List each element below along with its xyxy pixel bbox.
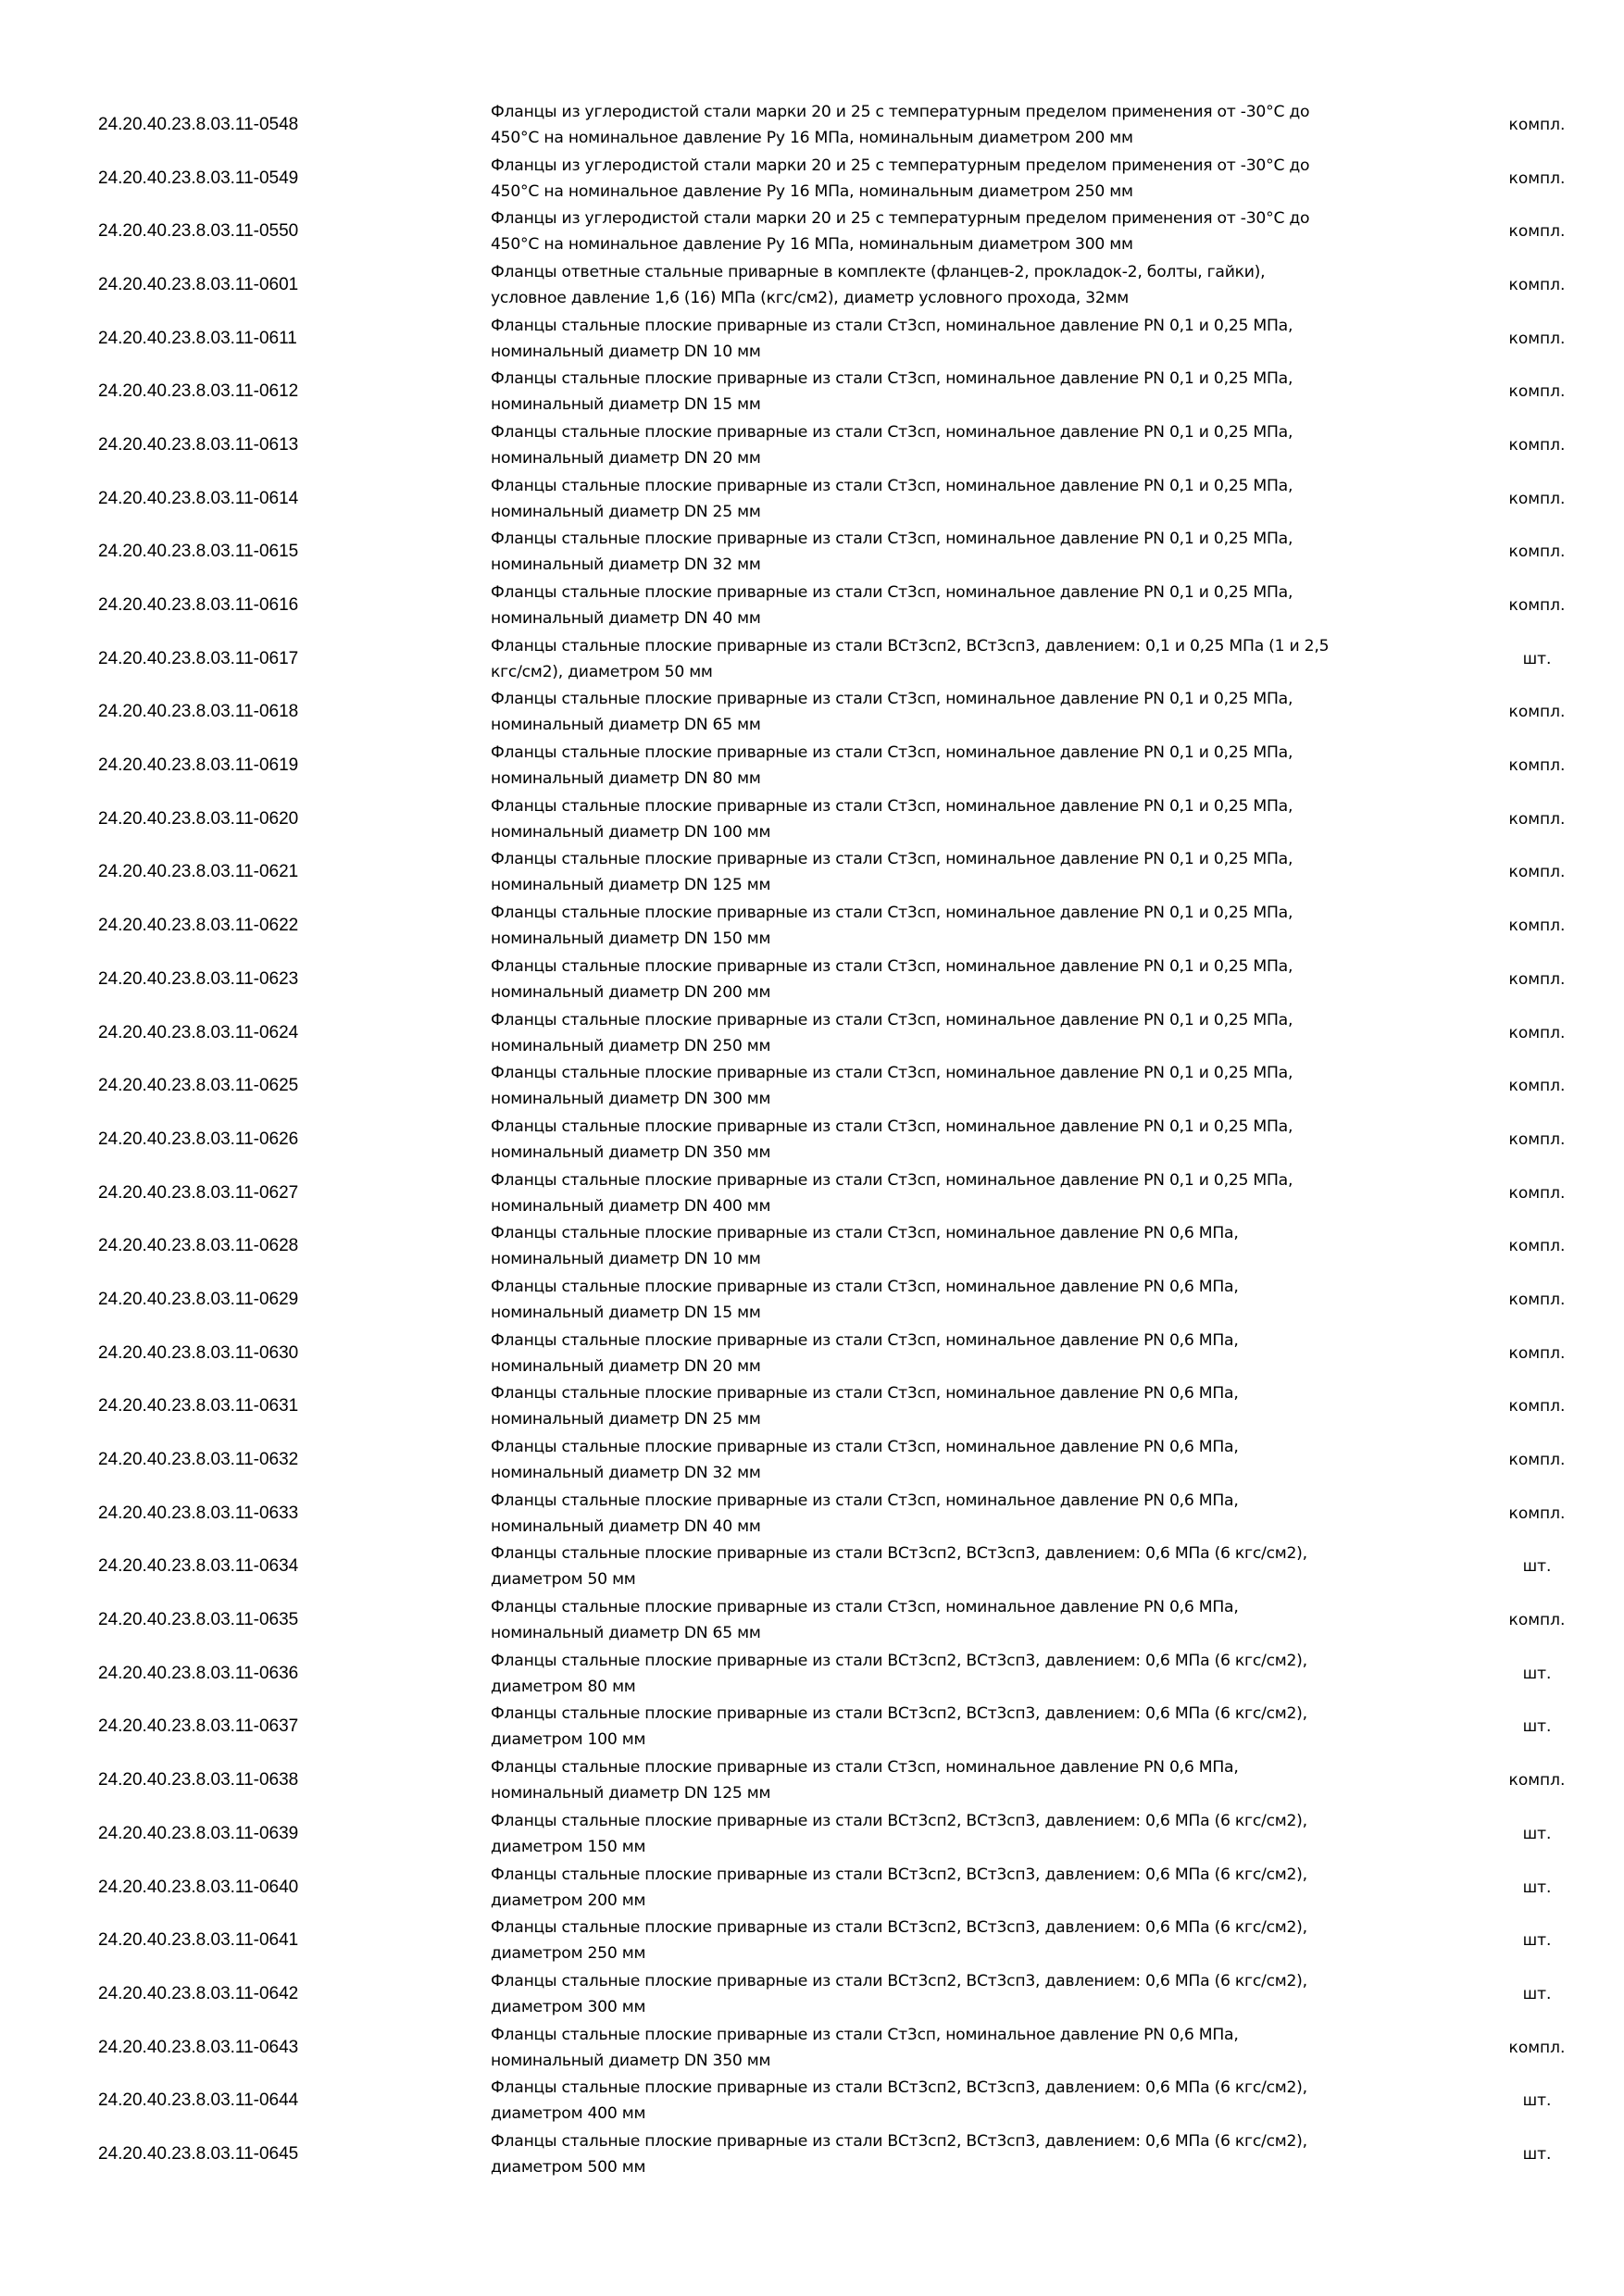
item-unit: шт. <box>1522 2144 1552 2164</box>
item-unit: шт. <box>1522 1557 1552 1577</box>
table-row <box>0 526 1624 580</box>
description-line-2: номинальный диаметр DN 350 мм <box>491 2051 771 2070</box>
description-line-1: Фланцы стальные плоские приварные из стали Ст3сп, номинальное давление PN 0,1 и 0,25 МПа, <box>491 316 1293 335</box>
item-code: 24.20.40.23.8.03.11-0640 <box>98 1877 299 1897</box>
description-line-2: номинальный диаметр DN 125 мм <box>491 876 771 895</box>
item-code: 24.20.40.23.8.03.11-0628 <box>98 1236 299 1256</box>
item-unit: компл. <box>1508 1129 1566 1149</box>
description-line-2: 450°С на номинальное давление Ру 16 МПа, номинальным диаметром 300 мм <box>491 235 1133 255</box>
item-description <box>491 365 1444 418</box>
description-line-1: Фланцы из углеродистой стали марки 20 и 25 с температурным пределом применения от -30°С до <box>491 209 1310 229</box>
item-unit: компл. <box>1508 703 1566 722</box>
item-unit: компл. <box>1508 168 1566 188</box>
item-code: 24.20.40.23.8.03.11-0612 <box>98 381 299 402</box>
item-description <box>491 1914 1444 1967</box>
description-line-1: Фланцы стальные плоские приварные из стали ВСт3сп2, ВСт3сп3, давлением: 0,6 МПа (6 кгс/см2), <box>491 1544 1307 1564</box>
description-line-2: номинальный диаметр DN 32 мм <box>491 555 761 575</box>
item-code: 24.20.40.23.8.03.11-0645 <box>98 2143 299 2164</box>
item-code: 24.20.40.23.8.03.11-0618 <box>98 702 299 722</box>
description-line-1: Фланцы стальные плоские приварные из стали Ст3сп, номинальное давление PN 0,6 МПа, <box>491 1758 1239 1778</box>
item-unit: шт. <box>1522 1717 1552 1737</box>
item-description <box>491 686 1444 740</box>
table-row <box>0 953 1624 1006</box>
table-row <box>0 1006 1624 1060</box>
item-description <box>491 1647 1444 1701</box>
item-code: 24.20.40.23.8.03.11-0613 <box>98 434 299 455</box>
table-row <box>0 1914 1624 1967</box>
item-description <box>491 1861 1444 1915</box>
description-line-2: диаметром 400 мм <box>491 2104 646 2124</box>
description-line-1: Фланцы стальные плоские приварные из стали Ст3сп, номинальное давление PN 0,1 и 0,25 МПа, <box>491 956 1293 976</box>
description-line-2: номинальный диаметр DN 40 мм <box>491 609 761 629</box>
table-row <box>0 258 1624 312</box>
item-description <box>491 792 1444 846</box>
item-description <box>491 472 1444 526</box>
item-unit: компл. <box>1508 863 1566 882</box>
description-line-1: Фланцы ответные стальные приварные в комплекте (фланцев-2, прокладок-2, болты, гайки), <box>491 262 1266 281</box>
table-row <box>0 686 1624 740</box>
description-line-2: номинальный диаметр DN 65 мм <box>491 716 761 735</box>
description-line-2: диаметром 200 мм <box>491 1890 646 1910</box>
item-description <box>491 1967 1444 2021</box>
table-row <box>0 1967 1624 2021</box>
description-line-1: Фланцы стальные плоские приварные из стали Ст3сп, номинальное давление PN 0,1 и 0,25 МПа, <box>491 796 1293 816</box>
description-line-1: Фланцы стальные плоские приварные из стали Ст3сп, номинальное давление PN 0,6 МПа, <box>491 1224 1239 1243</box>
item-unit: компл. <box>1508 329 1566 348</box>
description-line-2: условное давление 1,6 (16) МПа (кгс/см2), диаметр условного прохода, 32мм <box>491 288 1129 307</box>
description-line-2: номинальный диаметр DN 300 мм <box>491 1090 771 1109</box>
item-unit: компл. <box>1508 1237 1566 1256</box>
description-line-2: диаметром 300 мм <box>491 1997 646 2016</box>
item-description <box>491 2128 1444 2181</box>
description-line-1: Фланцы стальные плоские приварные из стали Ст3сп, номинальное давление PN 0,1 и 0,25 МПа, <box>491 422 1293 442</box>
item-code: 24.20.40.23.8.03.11-0632 <box>98 1450 299 1470</box>
description-line-1: Фланцы стальные плоские приварные из стали Ст3сп, номинальное давление PN 0,6 МПа, <box>491 1384 1239 1404</box>
item-description <box>491 899 1444 953</box>
description-line-2: номинальный диаметр DN 15 мм <box>491 395 761 415</box>
description-line-2: номинальный диаметр DN 25 мм <box>491 1410 761 1429</box>
item-unit: компл. <box>1508 222 1566 242</box>
item-code: 24.20.40.23.8.03.11-0641 <box>98 1930 299 1951</box>
item-code: 24.20.40.23.8.03.11-0639 <box>98 1823 299 1843</box>
table-row <box>0 579 1624 632</box>
table-row <box>0 1807 1624 1861</box>
description-line-2: 450°С на номинальное давление Ру 16 МПа, номинальным диаметром 250 мм <box>491 181 1133 201</box>
item-code: 24.20.40.23.8.03.11-0636 <box>98 1663 299 1683</box>
item-code: 24.20.40.23.8.03.11-0550 <box>98 221 299 242</box>
table-row <box>0 632 1624 686</box>
item-description <box>491 98 1444 152</box>
item-code: 24.20.40.23.8.03.11-0624 <box>98 1022 299 1042</box>
description-line-1: Фланцы стальные плоские приварные из стали Ст3сп, номинальное давление PN 0,1 и 0,25 МПа, <box>491 690 1293 709</box>
item-unit: компл. <box>1508 1077 1566 1096</box>
item-unit: компл. <box>1508 1397 1566 1416</box>
description-line-2: диаметром 80 мм <box>491 1677 636 1696</box>
description-line-1: Фланцы стальные плоские приварные из стали Ст3сп, номинальное давление PN 0,1 и 0,25 МПа, <box>491 904 1293 923</box>
description-line-2: диаметром 50 мм <box>491 1570 636 1590</box>
description-line-1: Фланцы стальные плоские приварные из стали Ст3сп, номинальное давление PN 0,6 МПа, <box>491 1277 1239 1296</box>
table-row <box>0 1541 1624 1594</box>
item-code: 24.20.40.23.8.03.11-0631 <box>98 1396 299 1416</box>
item-description <box>491 2021 1444 2075</box>
table-row <box>0 1273 1624 1327</box>
description-line-2: номинальный диаметр DN 80 мм <box>491 769 761 789</box>
item-code: 24.20.40.23.8.03.11-0635 <box>98 1610 299 1630</box>
item-unit: компл. <box>1508 489 1566 508</box>
item-unit: шт. <box>1522 2091 1552 2111</box>
item-code: 24.20.40.23.8.03.11-0644 <box>98 2090 299 2111</box>
description-line-2: номинальный диаметр DN 350 мм <box>491 1142 771 1162</box>
item-code: 24.20.40.23.8.03.11-0630 <box>98 1342 299 1363</box>
table-row <box>0 1059 1624 1113</box>
description-line-2: диаметром 150 мм <box>491 1837 646 1856</box>
item-code: 24.20.40.23.8.03.11-0637 <box>98 1716 299 1737</box>
item-code: 24.20.40.23.8.03.11-0549 <box>98 168 299 188</box>
item-code: 24.20.40.23.8.03.11-0638 <box>98 1770 299 1791</box>
table-row <box>0 2021 1624 2075</box>
description-line-1: Фланцы стальные плоские приварные из стали ВСт3сп2, ВСт3сп3, давлением: 0,6 МПа (6 кгс/см2), <box>491 2078 1307 2098</box>
item-unit: компл. <box>1508 543 1566 562</box>
item-unit: шт. <box>1522 1878 1552 1897</box>
item-code: 24.20.40.23.8.03.11-0614 <box>98 488 299 508</box>
item-description <box>491 739 1444 792</box>
description-line-2: номинальный диаметр DN 125 мм <box>491 1784 771 1803</box>
item-unit: шт. <box>1522 1824 1552 1843</box>
description-line-2: номинальный диаметр DN 100 мм <box>491 822 771 842</box>
item-code: 24.20.40.23.8.03.11-0633 <box>98 1503 299 1523</box>
item-unit: шт. <box>1522 649 1552 668</box>
item-description <box>491 1327 1444 1380</box>
item-unit: компл. <box>1508 1343 1566 1363</box>
table-row <box>0 1753 1624 1807</box>
item-code: 24.20.40.23.8.03.11-0643 <box>98 2037 299 2057</box>
description-line-2: номинальный диаметр DN 20 мм <box>491 1356 761 1376</box>
item-unit: компл. <box>1508 1023 1566 1042</box>
item-code: 24.20.40.23.8.03.11-0615 <box>98 542 299 562</box>
item-description <box>491 1273 1444 1327</box>
item-unit: компл. <box>1508 917 1566 936</box>
table-row <box>0 1593 1624 1647</box>
description-line-2: номинальный диаметр DN 400 мм <box>491 1196 771 1216</box>
description-line-1: Фланцы стальные плоские приварные из стали ВСт3сп2, ВСт3сп3, давлением: 0,6 МПа (6 кгс/см2), <box>491 2131 1307 2151</box>
table-row <box>0 1380 1624 1434</box>
item-unit: компл. <box>1508 1290 1566 1309</box>
description-line-1: Фланцы стальные плоские приварные из стали ВСт3сп2, ВСт3сп3, давлением: 0,6 МПа (6 кгс/см2), <box>491 1918 1307 1938</box>
item-description <box>491 1701 1444 1754</box>
item-description <box>491 312 1444 366</box>
table-row <box>0 365 1624 418</box>
description-line-2: 450°С на номинальное давление Ру 16 МПа, номинальным диаметром 200 мм <box>491 128 1133 147</box>
table-row <box>0 1167 1624 1220</box>
table-row <box>0 418 1624 472</box>
description-line-1: Фланцы стальные плоские приварные из стали Ст3сп, номинальное давление PN 0,1 и 0,25 МПа, <box>491 743 1293 763</box>
item-code: 24.20.40.23.8.03.11-0548 <box>98 114 299 134</box>
item-description <box>491 1006 1444 1060</box>
description-line-2: диаметром 500 мм <box>491 2157 646 2177</box>
item-unit: компл. <box>1508 2038 1566 2057</box>
description-line-2: номинальный диаметр DN 200 мм <box>491 982 771 1002</box>
description-line-1: Фланцы стальные плоские приварные из стали Ст3сп, номинальное давление PN 0,1 и 0,25 МПа, <box>491 369 1293 389</box>
table-row <box>0 1327 1624 1380</box>
item-code: 24.20.40.23.8.03.11-0622 <box>98 916 299 936</box>
description-line-2: номинальный диаметр DN 10 мм <box>491 1250 761 1269</box>
description-line-1: Фланцы стальные плоские приварные из стали Ст3сп, номинальное давление PN 0,6 МПа, <box>491 1438 1239 1457</box>
item-code: 24.20.40.23.8.03.11-0616 <box>98 595 299 616</box>
item-description <box>491 1380 1444 1434</box>
item-code: 24.20.40.23.8.03.11-0626 <box>98 1129 299 1149</box>
item-description <box>491 1433 1444 1487</box>
item-description <box>491 152 1444 206</box>
description-line-1: Фланцы стальные плоские приварные из стали Ст3сп, номинальное давление PN 0,1 и 0,25 МПа, <box>491 476 1293 495</box>
item-unit: компл. <box>1508 115 1566 134</box>
description-line-2: диаметром 100 мм <box>491 1730 646 1750</box>
description-line-1: Фланцы стальные плоские приварные из стали Ст3сп, номинальное давление PN 0,1 и 0,25 МПа, <box>491 1170 1293 1190</box>
item-code: 24.20.40.23.8.03.11-0623 <box>98 968 299 989</box>
item-code: 24.20.40.23.8.03.11-0619 <box>98 755 299 776</box>
item-description <box>491 526 1444 580</box>
item-description <box>491 205 1444 258</box>
item-unit: компл. <box>1508 1771 1566 1791</box>
description-line-2: номинальный диаметр DN 25 мм <box>491 502 761 521</box>
item-unit: компл. <box>1508 1451 1566 1470</box>
description-line-1: Фланцы стальные плоские приварные из стали Ст3сп, номинальное давление PN 0,1 и 0,25 МПа, <box>491 1010 1293 1029</box>
table-row <box>0 1861 1624 1915</box>
description-line-1: Фланцы стальные плоские приварные из стали Ст3сп, номинальное давление PN 0,1 и 0,25 МПа, <box>491 1117 1293 1136</box>
description-line-1: Фланцы стальные плоские приварные из стали ВСт3сп2, ВСт3сп3, давлением: 0,6 МПа (6 кгс/см2), <box>491 1651 1307 1670</box>
description-line-1: Фланцы стальные плоские приварные из стали Ст3сп, номинальное давление PN 0,1 и 0,25 МПа, <box>491 583 1293 603</box>
table-row <box>0 2128 1624 2181</box>
description-line-1: Фланцы стальные плоские приварные из стали ВСт3сп2, ВСт3сп3, давлением: 0,6 МПа (6 кгс/см2), <box>491 1704 1307 1724</box>
description-line-1: Фланцы стальные плоские приварные из стали Ст3сп, номинальное давление PN 0,1 и 0,25 МПа, <box>491 1064 1293 1083</box>
item-description <box>491 1593 1444 1647</box>
item-description <box>491 258 1444 312</box>
description-line-2: номинальный диаметр DN 65 мм <box>491 1624 761 1643</box>
description-line-2: номинальный диаметр DN 32 мм <box>491 1464 761 1483</box>
item-description <box>491 1167 1444 1220</box>
item-unit: шт. <box>1522 1931 1552 1951</box>
item-code: 24.20.40.23.8.03.11-0621 <box>98 862 299 882</box>
description-line-2: номинальный диаметр DN 20 мм <box>491 448 761 468</box>
table-row <box>0 205 1624 258</box>
table-row <box>0 1487 1624 1541</box>
table-row <box>0 1113 1624 1167</box>
item-code: 24.20.40.23.8.03.11-0634 <box>98 1556 299 1577</box>
item-unit: шт. <box>1522 1664 1552 1683</box>
description-line-1: Фланцы стальные плоские приварные из стали Ст3сп, номинальное давление PN 0,6 МПа, <box>491 2025 1239 2044</box>
item-description <box>491 1753 1444 1807</box>
table-row <box>0 98 1624 152</box>
table-row <box>0 1433 1624 1487</box>
item-description <box>491 1059 1444 1113</box>
item-code: 24.20.40.23.8.03.11-0642 <box>98 1983 299 2003</box>
item-code: 24.20.40.23.8.03.11-0627 <box>98 1182 299 1203</box>
item-description <box>491 418 1444 472</box>
item-unit: компл. <box>1508 1611 1566 1630</box>
description-line-1: Фланцы стальные плоские приварные из стали ВСт3сп2, ВСт3сп3, давлением: 0,6 МПа (6 кгс/см2), <box>491 1865 1307 1884</box>
item-description <box>491 846 1444 900</box>
item-unit: компл. <box>1508 756 1566 776</box>
description-line-1: Фланцы стальные плоские приварные из стали ВСт3сп2, ВСт3сп3, давлением: 0,1 и 0,25 МПа (1 и 2,5 <box>491 636 1330 655</box>
description-line-2: номинальный диаметр DN 150 мм <box>491 930 771 949</box>
item-code: 24.20.40.23.8.03.11-0617 <box>98 648 299 668</box>
description-line-1: Фланцы стальные плоские приварные из стали Ст3сп, номинальное давление PN 0,6 МПа, <box>491 1491 1239 1510</box>
table-row <box>0 1701 1624 1754</box>
table-row <box>0 1219 1624 1273</box>
item-unit: шт. <box>1522 1984 1552 2003</box>
description-line-1: Фланцы стальные плоские приварные из стали Ст3сп, номинальное давление PN 0,1 и 0,25 МПа, <box>491 530 1293 549</box>
description-line-2: номинальный диаметр DN 15 мм <box>491 1303 761 1322</box>
item-description <box>491 1541 1444 1594</box>
item-unit: компл. <box>1508 809 1566 829</box>
table-row <box>0 899 1624 953</box>
item-description <box>491 1807 1444 1861</box>
description-line-1: Фланцы стальные плоские приварные из стали ВСт3сп2, ВСт3сп3, давлением: 0,6 МПа (6 кгс/см2), <box>491 1971 1307 1990</box>
item-unit: компл. <box>1508 275 1566 294</box>
item-unit: компл. <box>1508 1504 1566 1523</box>
table-row <box>0 1647 1624 1701</box>
item-unit: компл. <box>1508 435 1566 455</box>
item-unit: компл. <box>1508 382 1566 402</box>
item-description <box>491 1219 1444 1273</box>
item-description <box>491 632 1444 686</box>
item-code: 24.20.40.23.8.03.11-0620 <box>98 808 299 829</box>
table-row <box>0 846 1624 900</box>
item-description <box>491 953 1444 1006</box>
description-line-2: кгс/см2), диаметром 50 мм <box>491 662 713 681</box>
item-code: 24.20.40.23.8.03.11-0611 <box>98 328 297 348</box>
description-line-1: Фланцы стальные плоские приварные из стали Ст3сп, номинальное давление PN 0,6 МПа, <box>491 1598 1239 1617</box>
description-line-2: номинальный диаметр DN 40 мм <box>491 1516 761 1536</box>
item-description <box>491 1487 1444 1541</box>
table-row <box>0 152 1624 206</box>
item-code: 24.20.40.23.8.03.11-0601 <box>98 274 299 294</box>
description-line-1: Фланцы стальные плоские приварные из стали Ст3сп, номинальное давление PN 0,6 МПа, <box>491 1330 1239 1350</box>
description-line-1: Фланцы из углеродистой стали марки 20 и 25 с температурным пределом применения от -30°С до <box>491 156 1310 175</box>
table-row <box>0 739 1624 792</box>
table-row <box>0 472 1624 526</box>
price-table <box>0 98 1624 2181</box>
item-description <box>491 1113 1444 1167</box>
description-line-2: диаметром 250 мм <box>491 1944 646 1964</box>
description-line-2: номинальный диаметр DN 250 мм <box>491 1036 771 1055</box>
item-unit: компл. <box>1508 596 1566 616</box>
item-unit: компл. <box>1508 969 1566 989</box>
description-line-1: Фланцы стальные плоские приварные из стали ВСт3сп2, ВСт3сп3, давлением: 0,6 МПа (6 кгс/см2), <box>491 1811 1307 1830</box>
table-row <box>0 312 1624 366</box>
item-description <box>491 2074 1444 2128</box>
item-code: 24.20.40.23.8.03.11-0629 <box>98 1289 299 1309</box>
table-row <box>0 2074 1624 2128</box>
item-code: 24.20.40.23.8.03.11-0625 <box>98 1076 299 1096</box>
item-unit: компл. <box>1508 1183 1566 1203</box>
description-line-1: Фланцы стальные плоские приварные из стали Ст3сп, номинальное давление PN 0,1 и 0,25 МПа, <box>491 850 1293 869</box>
description-line-2: номинальный диаметр DN 10 мм <box>491 342 761 361</box>
description-line-1: Фланцы из углеродистой стали марки 20 и 25 с температурным пределом применения от -30°С до <box>491 102 1310 121</box>
table-row <box>0 792 1624 846</box>
item-description <box>491 579 1444 632</box>
